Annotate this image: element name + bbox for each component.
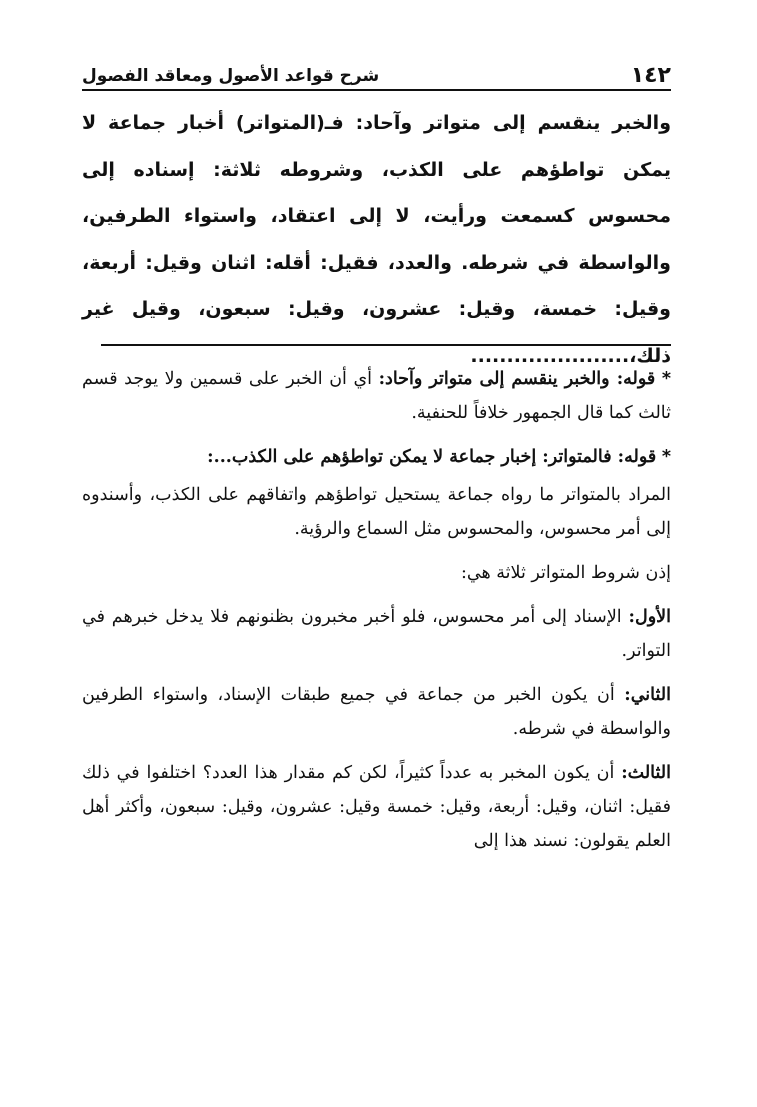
page-number: ١٤٢ [630, 63, 671, 88]
commentary [82, 362, 671, 868]
condition-third-lead: الثالث: [621, 763, 671, 783]
condition-first-lead: الأول: [628, 607, 671, 627]
note-2-body: المراد بالمتواتر ما رواه جماعة يستحيل تواطؤهم واتفاقهم على الكذب، وأسندوه إلى أمر محسوس، والمحسوس مثل السماع والرؤية. [82, 485, 671, 539]
note-2-lead: قوله: فالمتواتر: إخبار جماعة لا يمكن تواطؤهم على الكذب...: [207, 447, 657, 467]
note-1-lead: قوله: والخبر ينقسم إلى متواتر وآحاد: [378, 369, 656, 389]
condition-first-text: الإسناد إلى أمر محسوس، فلو أخبر مخبرون بظنونهم فلا يدخل خبرهم في التواتر. [82, 607, 671, 661]
page-header [82, 50, 671, 90]
conditions-intro: إذن شروط المتواتر ثلاثة هي: [460, 563, 671, 583]
note-1-text: أي أن الخبر على قسمين ولا يوجد قسم ثالث كما قال الجمهور خلافاً للحنفية. [82, 369, 671, 423]
condition-third-text: أن يكون المخبر به عدداً كثيراً، لكن كم مقدار هذا العدد؟ اختلفوا في ذلك فقيل: اثنان، وقيل: أربعة، وقيل: خمسة وقيل: عشرون، وقيل: سبعون، وأكثر أهل العلم يقولون: نسند هذا إلى [82, 763, 671, 851]
book-title: شرح قواعد الأصول ومعاقد الفصول [82, 66, 380, 86]
condition-second-lead: الثاني: [624, 685, 671, 705]
note-2 [82, 440, 671, 474]
condition-third [82, 756, 671, 858]
header-rule [82, 89, 671, 91]
condition-first [82, 600, 671, 668]
note-1-star: * [661, 369, 671, 389]
main-paragraph: والخبر ينقسم إلى متواتر وآحاد: فـ(المتواتر) أخبار جماعة لا يمكن تواطؤهم على الكذب، وشروطه ثلاثة: إسناده إلى محسوس كسمعت ورأيت، لا إلى اعتقاد، واستواء الطرفين، والواسطة في شرطه. والعدد، فقيل: أقله: اثنان وقيل: أربعة، وقيل: خمسة، وقيل: عشرون، وقيل: سبعون، وقيل غير ذلك،...................... [82, 112, 671, 367]
main-text [82, 100, 671, 379]
note-1 [82, 362, 671, 430]
footnote-rule [101, 344, 671, 346]
note-2-star: * [661, 447, 671, 467]
condition-second [82, 678, 671, 746]
condition-second-text: أن يكون الخبر من جماعة في جميع طبقات الإسناد، واستواء الطرفين والواسطة في شرطه. [82, 685, 671, 739]
